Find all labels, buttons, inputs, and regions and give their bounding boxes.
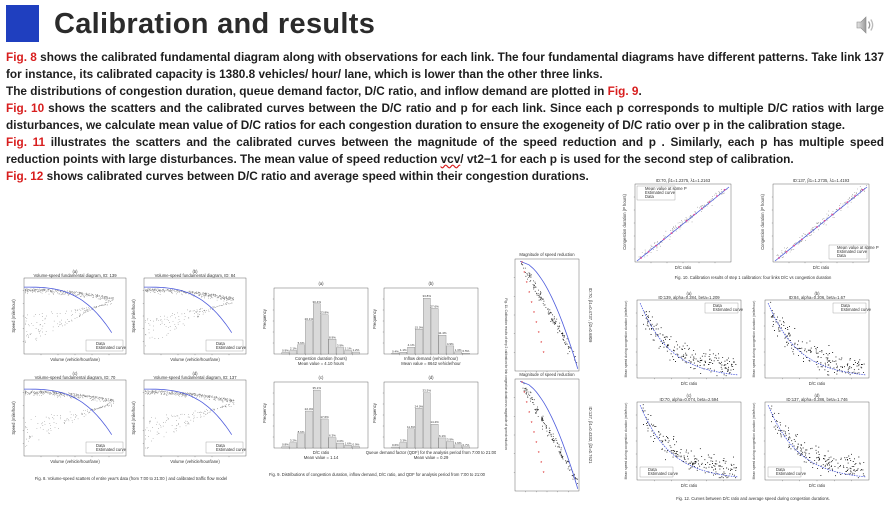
panel-title: Magnitude of speed reduction — [519, 372, 575, 377]
spellcheck-word: vcv — [440, 152, 461, 166]
histogram-panel — [372, 281, 478, 366]
bar-value-label: 33.8% — [422, 294, 432, 299]
panel-title: Volume-speed fundamental diagram, ID: 139 — [33, 273, 117, 278]
bar-value-label: 1.6% — [344, 441, 352, 446]
paragraph-text: . — [638, 84, 642, 98]
panel-label: (a) — [72, 269, 78, 274]
histogram-bar — [400, 352, 407, 354]
bar-value-label: 3.2% — [289, 438, 297, 443]
speed-reduction-panel — [514, 372, 593, 492]
fd-panel — [11, 371, 127, 464]
x-axis-label: D/C ratio — [808, 483, 826, 488]
histogram-bar — [462, 353, 469, 354]
panel-label: (d) — [192, 371, 198, 376]
bar-value-label: 30.4% — [312, 299, 322, 304]
panel-title: ID:137, alpha=0.286, beta=1.746 — [786, 397, 848, 402]
legend-data: Data — [841, 303, 850, 308]
legend-entry: Mean value at some P — [645, 186, 687, 191]
histogram-bar — [282, 447, 289, 448]
legend-curve: Estimated curve — [841, 307, 872, 312]
dc-panel — [622, 178, 731, 270]
y-axis-label: Congestion duration (P hours) — [760, 194, 765, 250]
panel-label: (c) — [686, 393, 692, 398]
legend-entry: Estimated curve — [645, 190, 676, 195]
histogram-bar — [431, 308, 438, 354]
histogram-bar — [455, 352, 462, 354]
speed-panel — [624, 291, 744, 386]
bar-value-label: 27.6% — [430, 304, 439, 309]
mean-marker — [716, 195, 718, 197]
mean-marker — [778, 257, 780, 259]
bar-value-label: 3.9% — [336, 343, 344, 348]
x-axis-label: D/C ratio — [680, 381, 698, 386]
histogram-bar — [305, 411, 312, 448]
x-axis-label: Volume (vehicle/hour/lane) — [50, 459, 100, 464]
figure-9 — [258, 280, 496, 480]
histogram-bar — [392, 447, 399, 448]
y-axis-label: Mean speed during congestion duration (mile/hour) — [624, 300, 628, 378]
mean-marker: * — [540, 461, 543, 467]
x-axis-label: Queue demand factor (QDF) for the analysis period from 7:00 to 21:00 — [365, 450, 496, 455]
bar-value-label: 1.2% — [352, 348, 360, 353]
fd-panel — [11, 269, 127, 362]
paragraph-text: illustrates the scatters and the calibrated curves between the magnitude of the speed reduction and p . Similarly, each p has multiple speed reduction points with large disturbances. The mean value of speed reduction — [6, 135, 885, 166]
y-axis-label: Congestion duration (P hours) — [622, 194, 627, 250]
mean-marker: * — [537, 451, 540, 457]
histogram-bar — [329, 339, 336, 354]
histogram-bar — [447, 346, 454, 354]
histogram-bar — [455, 445, 462, 448]
bar-value-label: 0.8% — [282, 442, 289, 447]
histogram-bar — [329, 438, 336, 448]
figure-12 — [615, 290, 891, 506]
y-axis-label: Speed (mile/hour) — [11, 299, 16, 333]
mean-value-label: Mean value = 1.14 — [303, 455, 339, 460]
bar-value-label: 0.9% — [352, 442, 360, 447]
figure-10 — [615, 175, 891, 283]
mean-marker: * — [525, 401, 528, 407]
panel-title: ID:84, alpha=0.206, beta=1.67 — [788, 295, 846, 300]
speed-reduction-panel — [514, 252, 593, 372]
bar-value-label: 2.1% — [344, 346, 352, 351]
bar-value-label: 1.3% — [454, 347, 462, 352]
histogram-bar — [415, 408, 422, 448]
panel-label: (b) — [192, 269, 198, 274]
histogram-bar — [431, 424, 438, 448]
mean-marker: * — [525, 281, 528, 287]
mean-marker: * — [528, 411, 531, 417]
mean-marker: * — [523, 271, 526, 277]
speaker-icon[interactable] — [854, 14, 876, 36]
bar-value-label: 2.1% — [289, 346, 297, 351]
mean-marker: * — [535, 321, 538, 327]
bar-value-label: 11.4% — [438, 331, 447, 336]
mean-marker — [686, 220, 688, 222]
figure-11 — [497, 243, 605, 505]
panel-label: (c) — [72, 371, 78, 376]
x-axis-label: D/C ratio — [808, 381, 826, 386]
y-axis-label: Mean speed during congestion duration (mile/hour) — [624, 402, 628, 480]
mean-marker — [724, 189, 726, 191]
speed-panel — [752, 291, 872, 386]
histogram-bar — [290, 351, 297, 354]
paragraph-fig10 — [6, 100, 884, 134]
x-axis-label: Volume (vehicle/hour/lane) — [50, 357, 100, 362]
mean-marker — [640, 257, 642, 259]
mean-marker — [831, 214, 833, 216]
x-axis-label: Congestion duration (hours) — [295, 356, 347, 361]
legend-entry: Data — [645, 194, 654, 199]
histogram-bar — [298, 434, 305, 448]
bar-value-label: 0.7% — [462, 442, 470, 447]
mean-marker — [854, 195, 856, 197]
panel-title: Volume-speed fundamental diagram, ID: 137 — [153, 375, 237, 380]
histogram-bar — [321, 419, 328, 448]
fig10-reference[interactable]: Fig. 10 — [6, 101, 45, 115]
bar-value-label: 6.1% — [439, 433, 446, 438]
mean-marker — [816, 226, 818, 228]
legend-entry: Data — [837, 253, 846, 258]
histogram-bar — [408, 429, 415, 448]
legend-data: Data — [96, 341, 105, 346]
bar-value-label: 6.3% — [329, 433, 336, 438]
bar-value-label: 1.1% — [399, 348, 407, 353]
y-axis-label: Frequency — [262, 403, 267, 423]
histogram-panel — [366, 375, 496, 460]
mean-marker — [701, 208, 703, 210]
legend-data: Data — [713, 303, 722, 308]
x-axis-label: D/C ratio — [812, 265, 830, 270]
bar-value-label: 33.5% — [422, 388, 432, 393]
figure-caption: Fig. 9. Distributions of congestion duration, inflow demand, D/C ratio, and QDF for analysis period from 7:00 to 21:00 — [269, 472, 485, 477]
bar-value-label: 22.4% — [304, 407, 314, 412]
panel-title: ID:137, β1=1.2735, λ1=1.4193 — [792, 178, 850, 183]
histogram-bar — [352, 447, 359, 448]
fig9-reference[interactable]: Fig. 9 — [607, 84, 639, 98]
histogram-bar — [462, 447, 469, 448]
mean-marker — [862, 189, 864, 191]
legend-curve: Estimated curve — [96, 447, 127, 452]
histogram-bar — [290, 443, 297, 448]
bar-value-label: 8.9% — [329, 335, 336, 340]
x-axis-label: Volume (vehicle/hour/lane) — [170, 357, 220, 362]
y-axis-label: Frequency — [372, 403, 377, 423]
panel-title: ID:70, alpha=0.074, beta=2.594 — [659, 397, 719, 402]
bar-value-label: 0.9% — [282, 348, 289, 353]
mean-marker — [839, 208, 841, 210]
fig8-reference[interactable]: Fig. 8 — [6, 50, 37, 64]
mean-marker — [663, 239, 665, 241]
mean-marker: * — [537, 331, 540, 337]
fig11-reference[interactable]: Fig. 11 — [6, 135, 46, 149]
histogram-bar — [423, 298, 430, 354]
mean-marker — [793, 245, 795, 247]
histogram-bar — [400, 443, 407, 448]
bar-value-label: 8.6% — [297, 429, 305, 434]
panel-label: (b) — [814, 291, 820, 296]
speed-panel — [752, 393, 869, 488]
y-axis-label: Mean speed during congestion duration (mile/hour) — [752, 402, 756, 480]
bar-value-label: 14.4% — [430, 420, 439, 425]
mean-value-label: Mean value = 8642 vehicle/hour — [401, 361, 461, 366]
panel-label: (c) — [318, 375, 324, 380]
x-axis-label: D/C ratio — [680, 483, 698, 488]
x-axis-label: Volume (vehicle/hour/lane) — [170, 459, 220, 464]
panel-label: (b) — [428, 281, 434, 286]
histogram-bar — [321, 315, 328, 354]
histogram-bar — [392, 353, 399, 354]
bar-value-label: 1.9% — [454, 440, 462, 445]
bar-value-label: 35.1% — [312, 386, 322, 391]
y-axis-label: Speed (mile/hour) — [11, 401, 16, 435]
x-axis-label: D/C ratio — [674, 265, 692, 270]
bar-value-label: 4.1% — [407, 343, 415, 348]
paragraph-fig11 — [6, 134, 884, 168]
bar-value-label: 3.0% — [336, 439, 344, 444]
mean-marker — [801, 239, 803, 241]
mean-marker: * — [528, 291, 531, 297]
panel-title: Volume-speed fundamental diagram, ID: 84 — [154, 273, 236, 278]
histogram-bar — [439, 335, 446, 354]
legend-curve: Estimated curve — [776, 471, 807, 476]
figure-caption: Fig. 11. Calibration results of step 2 calibration for link congestion duration vs magnitude of speed reduction — [504, 298, 508, 450]
mean-marker: * — [530, 421, 533, 427]
legend-entry: Estimated curve — [837, 249, 868, 254]
panel-title: Volume-speed fundamental diagram, ID: 70 — [34, 375, 116, 380]
mean-marker — [847, 201, 849, 203]
histogram-bar — [305, 321, 312, 354]
figure-caption: Fig. 8. Volume-speed scatters of entire year's data (from 7:00 to 21:00 ) and calibrated traffic flow model — [34, 476, 228, 481]
histogram-panel — [262, 375, 368, 460]
bar-value-label: 0.5% — [462, 349, 470, 354]
legend-curve: Estimated curve — [216, 345, 247, 350]
bar-value-label: 0.6% — [392, 443, 399, 448]
bar-value-label: 15.0% — [414, 325, 424, 330]
panel-side-title: ID:70, β1=0.4737, β2=0.6809 — [588, 287, 593, 343]
y-axis-label: Frequency — [262, 309, 267, 329]
figure-caption: Fig. 10. Calibration results of step 1 calibration: four links D/C vs congestion duration — [674, 275, 832, 280]
mean-marker — [655, 245, 657, 247]
legend-data: Data — [216, 341, 225, 346]
mean-marker: * — [521, 381, 523, 387]
mean-marker — [693, 214, 695, 216]
paragraph-fig9 — [6, 83, 884, 100]
mean-marker: * — [542, 471, 545, 477]
histogram-bar — [415, 329, 422, 354]
histogram-bar — [298, 345, 305, 354]
x-axis-label: D/C ratio — [312, 450, 330, 455]
legend-data: Data — [96, 443, 105, 448]
legend-curve: Estimated curve — [713, 307, 744, 312]
histogram-bar — [345, 445, 352, 448]
bar-value-label: 24.0% — [414, 404, 424, 409]
mean-marker — [648, 251, 650, 253]
dc-panel — [760, 178, 879, 270]
legend-curve: Estimated curve — [648, 471, 679, 476]
mean-marker: * — [523, 391, 526, 397]
mean-marker — [678, 226, 680, 228]
bar-value-label: 23.8% — [320, 310, 329, 315]
mean-marker — [709, 201, 711, 203]
legend-data: Data — [648, 467, 657, 472]
paragraph-text: shows calibrated curves between D/C ratio and average speed within their congestion durations. — [43, 169, 589, 183]
bar-value-label: 3.3% — [399, 438, 407, 443]
mean-marker: * — [542, 351, 545, 357]
histogram-bar — [282, 353, 289, 354]
panel-label: (a) — [686, 291, 692, 296]
bar-value-label: 3.9% — [446, 437, 454, 442]
paragraph-text: The distributions of congestion duration, queue demand factor, D/C ratio, and inflow demand are plotted in — [6, 84, 608, 98]
legend-data: Data — [216, 443, 225, 448]
bar-value-label: 17.6% — [320, 414, 329, 419]
mean-marker: * — [540, 341, 543, 347]
bar-value-label: 11.6% — [406, 424, 416, 429]
fig12-reference[interactable]: Fig. 12 — [6, 169, 44, 183]
histogram-bar — [439, 438, 446, 448]
panel-label: (a) — [318, 281, 324, 286]
bar-value-label: 5.6% — [297, 340, 305, 345]
slide-body-text — [6, 49, 884, 185]
panel-label: (d) — [428, 375, 434, 380]
figure-caption: Fig. 12. Curves between D/C ratio and average speed during congestion durations. — [676, 496, 830, 501]
mean-marker: * — [521, 261, 523, 267]
histogram-bar — [447, 442, 454, 448]
mean-marker: * — [533, 431, 535, 437]
title-accent-bar — [6, 5, 39, 42]
x-axis-label: Inflow demand (vehicle/hour) — [404, 356, 458, 361]
mean-marker — [824, 220, 826, 222]
histogram-bar — [313, 390, 320, 448]
legend-curve: Estimated curve — [216, 447, 247, 452]
mean-value-label: Mean value = 4.10 hours — [297, 361, 345, 366]
mean-marker — [671, 232, 673, 234]
y-axis-label: Frequency — [372, 309, 377, 329]
panel-side-title: ID:137, β1=0.4332, β2=0.7621 — [588, 406, 593, 464]
slide-title: Calibration and results — [54, 8, 376, 40]
histogram-bar — [408, 347, 415, 354]
panel-title: ID:70, β1=1.2375, λ1=1.2163 — [655, 178, 711, 183]
paragraph-fig8 — [6, 49, 884, 83]
legend-data: Data — [776, 467, 785, 472]
histogram-panel — [262, 281, 368, 366]
paragraph-text: shows the calibrated fundamental diagram along with observations for each link. The four fundamental diagrams have different patterns. Take link 137 for instance, its calibrated capacity is 1380.8 vehicles/ hour/ lane, which is lower than the other three links. — [6, 50, 884, 81]
histogram-bar — [337, 443, 344, 448]
fd-panel — [131, 269, 247, 362]
histogram-bar — [423, 393, 430, 448]
paragraph-text: / vt2−1 for each p is used for the second step of calibration. — [460, 152, 794, 166]
legend-entry: Mean value at some P — [837, 245, 879, 250]
figure-8 — [6, 268, 256, 484]
mean-marker: * — [533, 311, 535, 317]
legend-curve: Estimated curve — [96, 345, 127, 350]
mean-marker — [786, 251, 788, 253]
y-axis-label: Speed (mile/hour) — [131, 401, 136, 435]
bar-value-label: 0.4% — [392, 349, 399, 354]
histogram-bar — [352, 352, 359, 354]
mean-marker: * — [535, 441, 538, 447]
panel-label: (d) — [814, 393, 820, 398]
paragraph-text: shows the scatters and the calibrated curves between the D/C ratio and p for each link. Since each p corresponds to multiple D/C ratios with large disturbances, we calculate mean value of D/C ratios for each congestion duration to ensure the exogeneity of D/C ratio over p in the calibration stage. — [6, 101, 884, 132]
panel-title: Magnitude of speed reduction — [519, 252, 575, 257]
fd-panel — [131, 371, 247, 464]
bar-value-label: 20.1% — [304, 316, 314, 321]
mean-marker — [809, 232, 811, 234]
y-axis-label: Mean speed during congestion duration (mile/hour) — [752, 300, 756, 378]
bar-value-label: 4.9% — [446, 341, 454, 346]
histogram-bar — [313, 304, 320, 354]
panel-title: ID:139, alpha=0.284, beta=1.209 — [658, 295, 720, 300]
y-axis-label: Speed (mile/hour) — [131, 299, 136, 333]
histogram-bar — [337, 348, 344, 354]
histogram-bar — [345, 351, 352, 354]
mean-value-label: Mean value = 0.29 — [413, 455, 449, 460]
mean-marker: * — [530, 301, 533, 307]
speed-panel — [624, 393, 741, 488]
